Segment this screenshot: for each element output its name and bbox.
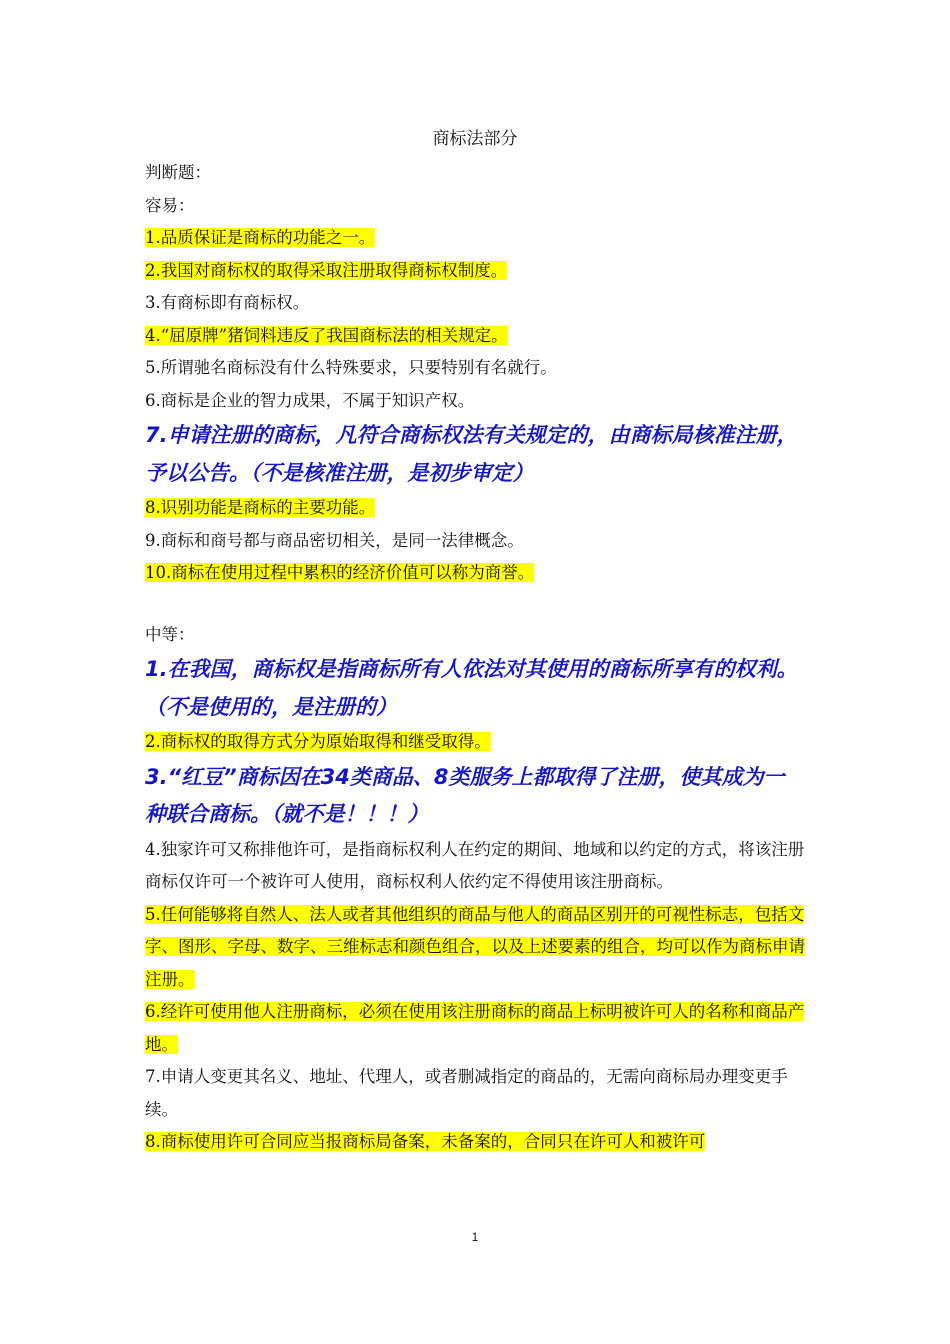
medium-item-8: 8.商标使用许可合同应当报商标局备案，未备案的，合同只在许可人和被许可	[145, 1132, 706, 1151]
page-title: 商标法部分	[432, 129, 518, 149]
easy-item-2: 2.我国对商标权的取得采取注册取得商标权制度。	[145, 260, 508, 280]
medium-item-2: 2.商标权的取得方式分为原始取得和继受取得。	[145, 732, 491, 751]
medium-item-5: 5.任何能够将自然人、法人或者其他组织的商品与他人的商品区别开的可视性标志，包括文字、图形、字母、数字、三维标志和颜色组合，以及上述要素的组合，均可以作为商标申请注册。	[145, 904, 805, 989]
medium-item-1: 1.在我国，商标权是指商标所有人依法对其使用的商标所享有的权利。（不是使用的，是注册的）	[145, 657, 798, 719]
medium-item-3: 3.“红豆”商标因在34类商品、8类服务上都取得了注册，使其成为一种联合商标。（就不是！！！）	[145, 764, 785, 826]
page-content	[145, 157, 805, 1159]
easy-item-5: 5.所谓驰名商标没有什么特殊要求，只要特别有名就行。	[145, 358, 557, 377]
section-heading: 判断题：	[145, 163, 211, 182]
easy-item-8: 8.识别功能是商标的主要功能。	[145, 498, 376, 517]
medium-item-7: 7.申请人变更其名义、地址、代理人，或者删减指定的商品的，无需向商标局办理变更手续。	[145, 1067, 788, 1119]
easy-item-10: 10.商标在使用过程中累积的经济价值可以称为商誉。	[145, 563, 535, 582]
page-number: 1	[471, 1230, 479, 1244]
easy-item-7: 7.申请注册的商标，凡符合商标权法有关规定的，由商标局核准注册，予以公告。（不是核准注册，是初步审定）	[145, 423, 798, 485]
easy-item-3: 3.有商标即有商标权。	[145, 293, 310, 312]
easy-item-9: 9.商标和商号都与商品密切相关，是同一法律概念。	[145, 530, 524, 550]
easy-item-4: 4.“屈原牌”猪饲料违反了我国商标法的相关规定。	[145, 325, 508, 345]
easy-heading: 容易：	[145, 195, 195, 215]
medium-item-6: 6.经许可使用他人注册商标，必须在使用该注册商标的商品上标明被许可人的名称和商品产地。	[145, 1002, 805, 1054]
medium-heading: 中等：	[145, 624, 195, 644]
section-spacer	[145, 590, 805, 619]
easy-item-1: 1.品质保证是商标的功能之一。	[145, 228, 376, 247]
medium-item-4: 4.独家许可又称排他许可，是指商标权利人在约定的期间、地域和以约定的方式，将该注册商标仅许可一个被许可人使用，商标权利人依约定不得使用该注册商标。	[145, 839, 805, 891]
easy-item-6: 6.商标是企业的智力成果，不属于知识产权。	[145, 390, 475, 410]
